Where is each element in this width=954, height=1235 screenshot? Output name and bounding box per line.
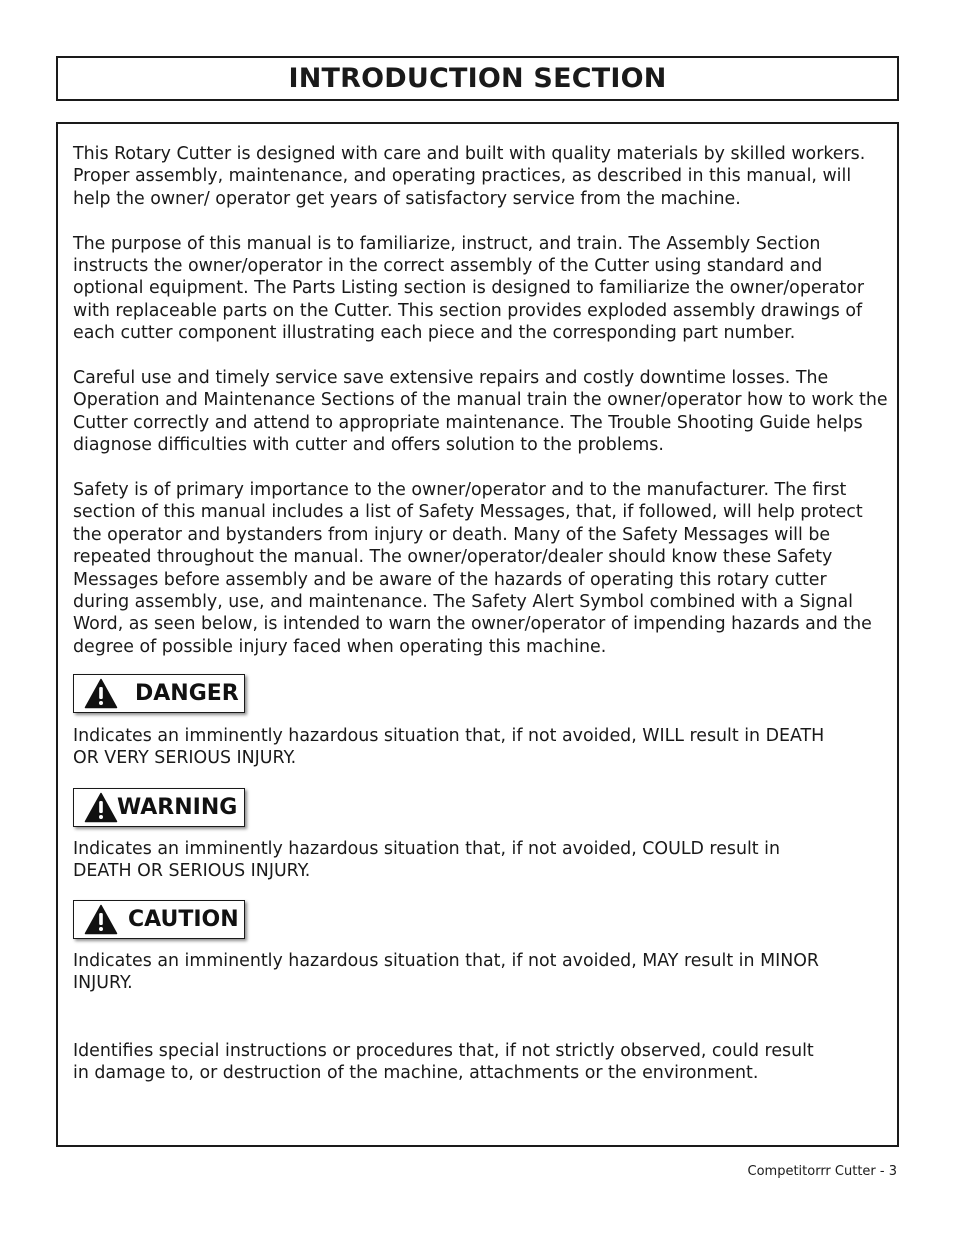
intro-paragraph-1: This Rotary Cutter is designed with care and built with quality materials by skilled workers. Proper assembly, maintenance, and operating practices, as described in this manual, will help the owner/ operator get years of satisfactory service from the machine.: [73, 144, 866, 209]
intro-paragraph-2: The purpose of this manual is to familiarize, instruct, and train. The Assembly Section instructs the owner/operator in the correct assembly of the Cutter using standard and optional equipment. The Parts Listing section is designed to familiarize the owner/operator with replaceable parts on the Cutter. This section provides exploded assembly drawings of each cutter component illustrating each piece and the corresponding part number.: [73, 233, 864, 344]
danger-signal-box: [73, 674, 245, 713]
warning-label: WARNING: [117, 795, 238, 820]
warning-triangle-icon: [84, 792, 118, 823]
notice-description: Identifies special instructions or procedures that, if not strictly observed, could result in damage to, or destruction of the machine, attachments or the environment.: [73, 1041, 814, 1084]
intro-paragraph-3: Careful use and timely service save extensive repairs and costly downtime losses. The Operation and Maintenance Sections of the manual train the owner/operator how to work the Cutter correctly and attend to appropriate maintenance. The Trouble Shooting Guide helps diagnose difficulties with cutter and offers solution to the problems.: [73, 368, 888, 456]
warning-triangle-icon: [84, 678, 118, 709]
warning-triangle-icon: [84, 904, 118, 935]
warning-signal-box: [73, 788, 245, 827]
page-title: INTRODUCTION SECTION: [288, 63, 667, 94]
danger-label: DANGER: [135, 681, 239, 706]
warning-description: Indicates an imminently hazardous situation that, if not avoided, COULD result in DEATH OR SERIOUS INJURY.: [73, 839, 781, 882]
danger-description: Indicates an imminently hazardous situation that, if not avoided, WILL result in DEATH OR VERY SERIOUS INJURY.: [73, 726, 825, 769]
section-title-box: [56, 56, 899, 101]
caution-label: CAUTION: [128, 907, 239, 932]
intro-paragraph-4: Safety is of primary importance to the owner/operator and to the manufacturer. The first section of this manual includes a list of Safety Messages, that, if followed, will help protect the operator and bystanders from injury or death. Many of the Safety Messages will be repeated throughout the manual. The owner/operator/dealer should know these Safety Messages before assembly and be aware of the hazards of operating this rotary cutter during assembly, use, and maintenance. The Safety Alert Symbol combined with a Signal Word, as seen below, is intended to warn the owner/operator of impending hazards and the degree of possible injury faced when operating this machine.: [73, 480, 872, 657]
content-box: [56, 122, 899, 1147]
intro-text: [73, 143, 888, 658]
caution-description: Indicates an imminently hazardous situation that, if not avoided, MAY result in MINOR INJURY.: [73, 951, 819, 994]
page-footer: Competitorrr Cutter - 3: [747, 1164, 897, 1179]
caution-signal-box: [73, 900, 245, 939]
